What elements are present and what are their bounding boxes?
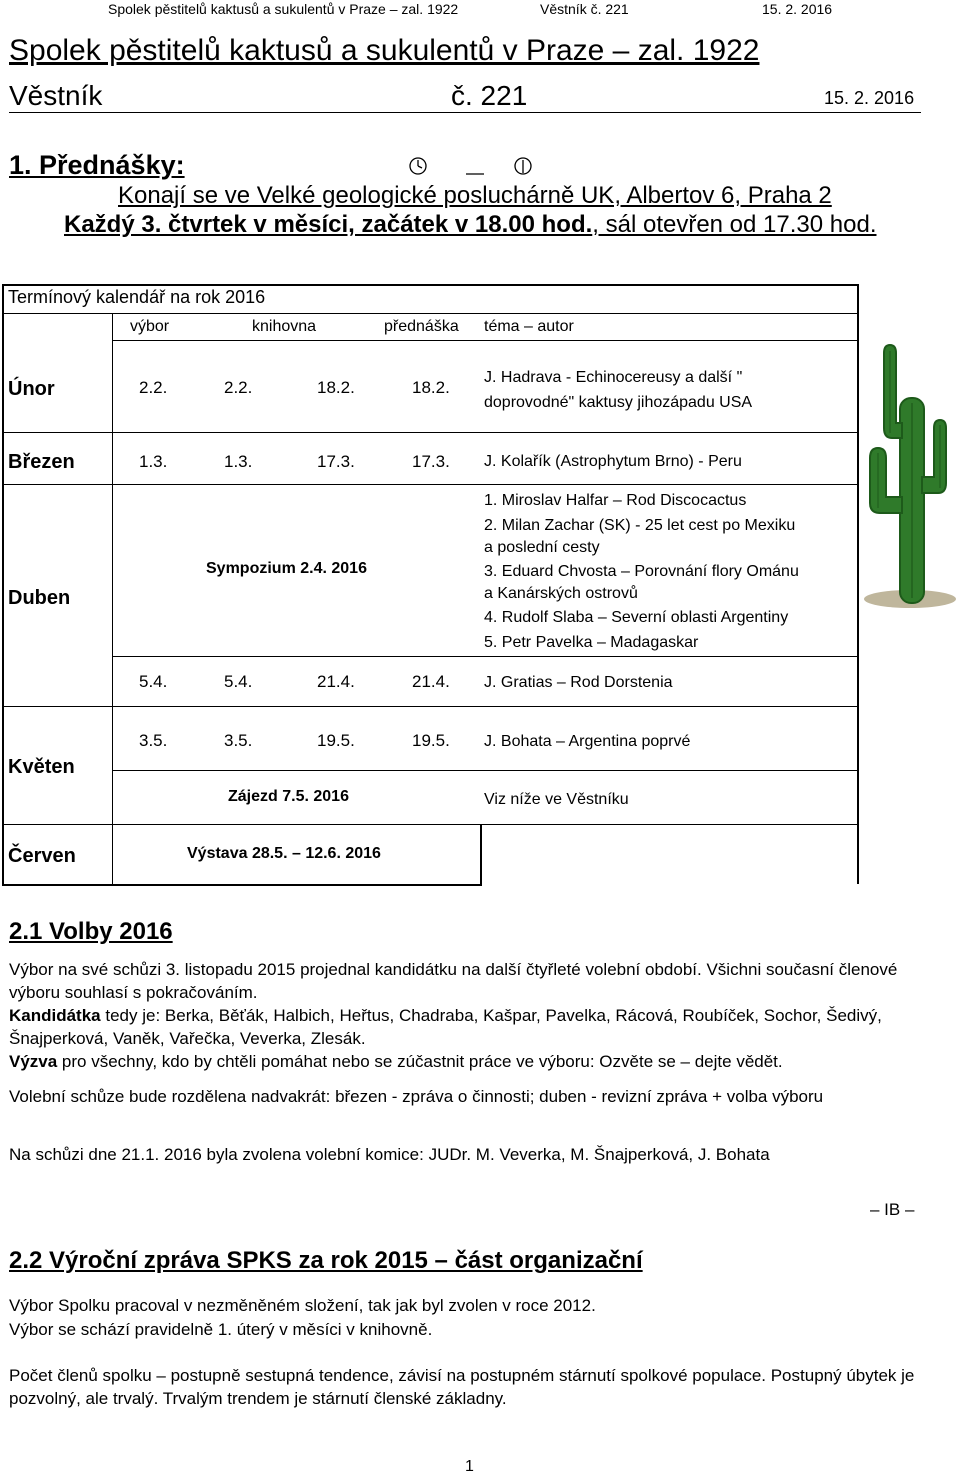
duben-symposium-topic-6: 4. Rudolf Slaba – Severní oblasti Argentiny xyxy=(484,609,789,626)
duben-symposium: Sympozium 2.4. 2016 xyxy=(206,560,367,577)
section-2-2-p1: Výbor Spolku pracoval v nezměněném složení, tak jak byl zvolen v roce 2012. xyxy=(9,1296,596,1315)
kveten-vybor: 3.5. xyxy=(139,731,168,750)
section-2-2-heading: 2.2 Výroční zpráva SPKS za rok 2015 – část organizační xyxy=(9,1247,643,1274)
month-kveten: Květen xyxy=(8,756,75,778)
lectures-heading: 1. Přednášky: xyxy=(9,150,185,180)
section-2-1-p2: Kandidátka tedy je: Berka, Běťák, Halbich, Heřtus, Chadraba, Kašpar, Pavelka, Rácová, Roubíček, Sochor, Šedivý, Šnajperková, Vaněk, Vařečka, Veverka, Zlesák. xyxy=(9,1006,882,1048)
clock-row xyxy=(408,155,538,181)
unor-vybor: 2.2. xyxy=(139,378,168,397)
duben-prednaska-1: 21.4. xyxy=(317,672,355,691)
col-header-tema: téma – autor xyxy=(484,318,574,335)
brezen-knihovna: 1.3. xyxy=(224,452,253,471)
month-cerven: Červen xyxy=(8,845,76,867)
col-header-knihovna: knihovna xyxy=(252,318,317,335)
duben-symposium-topic-2: 2. Milan Zachar (SK) - 25 let cest po Mexiku xyxy=(484,517,796,534)
clock-icons xyxy=(408,155,538,181)
cactus-icon xyxy=(864,345,956,608)
brezen-topic: J. Kolařík (Astrophytum Brno) - Peru xyxy=(484,453,742,470)
month-unor: Únor xyxy=(8,378,55,400)
lecture-time xyxy=(64,211,876,239)
signature: – IB – xyxy=(870,1200,915,1219)
section-2-1-p1: Výbor na své schůzi 3. listopadu 2015 projednal kandidátku na další čtyřleté volební období. Všichni současní členové výboru souhlasí s pokračováním. xyxy=(9,960,898,1002)
duben-knihovna: 5.4. xyxy=(224,672,253,691)
cactus-illustration xyxy=(858,343,958,615)
running-header-society: Spolek pěstitelů kaktusů a sukulentů v Praze – zal. 1922 xyxy=(108,1,459,17)
running-header xyxy=(0,0,960,20)
month-brezen: Březen xyxy=(8,451,75,473)
page-number: 1 xyxy=(465,1458,474,1475)
kveten-prednaska-1: 19.5. xyxy=(317,731,355,750)
duben-vybor: 5.4. xyxy=(139,672,168,691)
brezen-prednaska-1: 17.3. xyxy=(317,452,355,471)
col-header-vybor: výbor xyxy=(130,318,170,335)
unor-prednaska-1: 18.2. xyxy=(317,378,355,397)
kveten-knihovna: 3.5. xyxy=(224,731,253,750)
brezen-vybor: 1.3. xyxy=(139,452,168,471)
issue-date: 15. 2. 2016 xyxy=(824,88,915,108)
calendar-caption: Termínový kalendář na rok 2016 xyxy=(8,287,266,307)
cerven-exhibition: Výstava 28.5. – 12.6. 2016 xyxy=(187,845,381,862)
running-header-date: 15. 2. 2016 xyxy=(762,1,833,17)
section-2-2-p3: Počet členů spolku – postupně sestupná tendence, závisí na postupném stárnutí spolkové populace. Postupný úbytek je pozvolný, ale trvalý. Trvalým trendem je stárnutí členské základny. xyxy=(9,1366,915,1408)
section-2-1-p4: Volební schůze bude rozdělena nadvakrát: březen - zpráva o činnosti; duben - revizní zpráva + volba výboru xyxy=(9,1087,824,1106)
running-header-issue: Věstník č. 221 xyxy=(540,1,629,17)
duben-prednaska-2: 21.4. xyxy=(412,672,450,691)
issue-row xyxy=(9,80,921,113)
unor-prednaska-2: 18.2. xyxy=(412,378,450,397)
lecture-time-bold: Každý 3. čtvrtek v měsíci, začátek v 18.00 hod. xyxy=(64,211,593,238)
month-duben: Duben xyxy=(8,587,71,609)
section-2-1-heading: 2.1 Volby 2016 xyxy=(9,918,173,945)
clock-end-icon xyxy=(515,158,531,174)
lecture-time-rest: , sál otevřen od 17.30 hod. xyxy=(592,211,877,238)
section-2-1-p5: Na schůzi dne 21.1. 2016 byla zvolena volební komice: JUDr. M. Veverka, M. Šnajperková, J. Bohata xyxy=(9,1145,770,1164)
kveten-trip-topic: Viz níže ve Věstníku xyxy=(484,791,629,808)
kveten-trip: Zájezd 7.5. 2016 xyxy=(228,788,349,805)
unor-knihovna: 2.2. xyxy=(224,378,253,397)
page-title: Spolek pěstitelů kaktusů a sukulentů v Praze – zal. 1922 xyxy=(9,34,760,67)
kveten-topic: J. Bohata – Argentina poprvé xyxy=(484,733,691,750)
section-2-1-p3: Výzva pro všechny, kdo by chtěli pomáhat nebo se zúčastnit práce ve výboru: Ozvěte se – dejte vědět. xyxy=(9,1052,783,1071)
duben-symposium-topic-7: 5. Petr Pavelka – Madagaskar xyxy=(484,634,699,651)
kveten-prednaska-2: 19.5. xyxy=(412,731,450,750)
duben-symposium-topic-4: 3. Eduard Chvosta – Porovnání flory Ománu xyxy=(484,563,799,580)
unor-topic-1: J. Hadrava - Echinocereusy a další " xyxy=(484,369,743,386)
duben-symposium-topic-1: 1. Miroslav Halfar – Rod Discocactus xyxy=(484,492,747,509)
section-2-2-p2: Výbor se schází pravidelně 1. úterý v měsíci v knihovně. xyxy=(9,1320,433,1339)
issue-number: č. 221 xyxy=(451,80,528,111)
duben-symposium-topic-5: a Kanárských ostrovů xyxy=(484,585,638,602)
duben-symposium-topic-3: a poslední cesty xyxy=(484,539,600,556)
vestnik-label: Věstník xyxy=(9,80,103,111)
duben-topic: J. Gratias – Rod Dorstenia xyxy=(484,674,673,691)
brezen-prednaska-2: 17.3. xyxy=(412,452,450,471)
col-header-prednaska: přednáška xyxy=(384,318,459,335)
unor-topic-2: doprovodné" kaktusy jihozápadu USA xyxy=(484,394,753,411)
clock-start-icon xyxy=(410,158,426,174)
lecture-place: Konají se ve Velké geologické posluchárně UK, Albertov 6, Praha 2 xyxy=(118,182,832,209)
